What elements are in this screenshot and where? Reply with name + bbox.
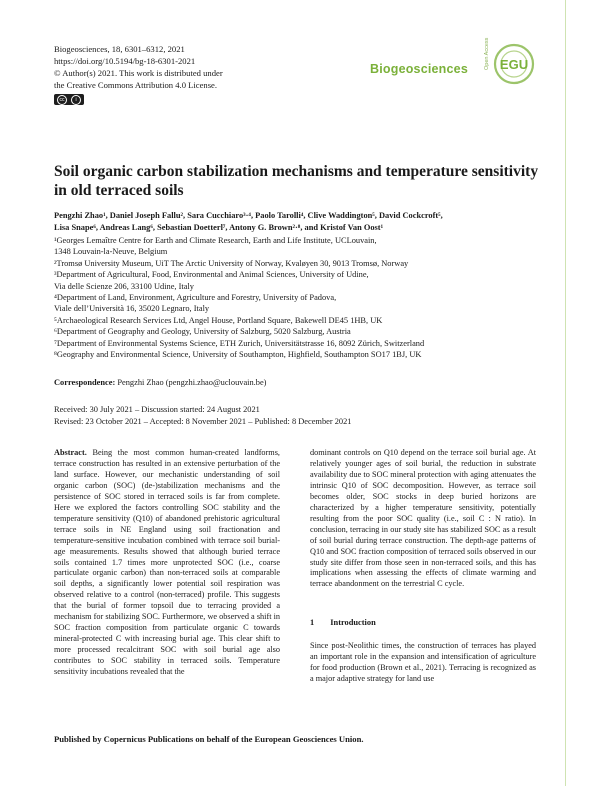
dates-line-1: Received: 30 July 2021 – Discussion started: 24 August 2021	[54, 405, 260, 414]
publication-dates	[54, 404, 351, 427]
doi-link[interactable]: https://doi.org/10.5194/bg-18-6301-2021	[54, 56, 196, 66]
cc-by-badge[interactable]	[54, 94, 84, 105]
abstract-column-1	[54, 448, 280, 678]
affiliation-line: Via delle Scienze 206, 33100 Udine, Italy	[54, 281, 194, 291]
correspondence-email[interactable]: Pengzhi Zhao (pengzhi.zhao@uclouvain.be)	[117, 378, 267, 387]
journal-brand[interactable]: Biogeosciences	[370, 62, 468, 76]
egu-logo-icon[interactable]	[492, 42, 540, 86]
abstract-text-2: dominant controls on Q10 depend on the terrace soil burial age. At relatively younger ages of soil burial, the reduction in substrate availability due to SOC mineral protection with aging attenuates the intrinsic Q10 of SOC decomposition. However, as terrace soil becomes older, SOC stocks in deep buried horizons are characterized by a higher temperature sensitivity, potentially resulting from the poor SOC quality (i.e., soil C : N ratio). In conclusion, terracing in our study site has stabilized SOC as a result of soil burial during terrace construction. The depth-age patterns of Q10 and SOC fraction composition of terraced soils observed in our study site differ from those seen in non-terraced soils, and this has implications when assessing the effects of climate warming and terrace abandonment on the terrestrial C cycle.	[310, 448, 536, 589]
by-icon: i	[71, 95, 81, 105]
citation-block	[54, 43, 314, 91]
paper-title: Soil organic carbon stabilization mechanisms and temperature sensitivity in old terraced soils	[54, 163, 539, 199]
affiliation-line: Viale dell’Università 16, 35020 Legnaro, Italy	[54, 304, 210, 314]
copyright-line: © Author(s) 2021. This work is distributed under	[54, 68, 223, 78]
section-heading	[310, 618, 376, 627]
author-list	[54, 210, 544, 233]
affiliation-line: 1348 Louvain-la-Neuve, Belgium	[54, 247, 168, 257]
affiliation-line: ²Tromsø University Museum, UiT The Arctic University of Norway, Kvaløyen 30, 9013 Tromsø, Norway	[54, 258, 409, 268]
authors-line-1: Pengzhi Zhao¹, Daniel Joseph Fallu², Sara Cucchiaro³·⁴, Paolo Tarolli⁴, Clive Waddington⁵, David Cockcroft⁵,	[54, 211, 443, 220]
correspondence-label: Correspondence:	[54, 378, 116, 387]
introduction-text: Since post-Neolithic times, the construction of terraces has played an important role in the expansion and intensification of agriculture for food production (Brown et al., 2021). Terracing is recognized as a major adaptive strategy for land use	[310, 641, 536, 683]
affiliation-line: ⁸Geography and Environmental Science, University of Southampton, Highfield, Southampton SO17 1BJ, UK	[54, 350, 422, 360]
section-title: Introduction	[330, 618, 376, 627]
affiliations	[54, 235, 544, 360]
journal-line: Biogeosciences, 18, 6301–6312, 2021	[54, 44, 185, 54]
authors-line-2: Lisa Snape⁶, Andreas Lang⁶, Sebastian Doetterl⁷, Antony G. Brown²·⁸, and Kristof Van Oost¹	[54, 222, 384, 232]
affiliation-line: ³Department of Agricultural, Food, Environmental and Animal Sciences, University of Udine,	[54, 270, 369, 280]
dates-line-2: Revised: 23 October 2021 – Accepted: 8 November 2021 – Published: 8 December 2021	[54, 416, 352, 426]
affiliation-line: ¹Georges Lemaître Centre for Earth and Climate Research, Earth and Life Institute, UCLouvain,	[54, 236, 377, 245]
section-number: 1	[310, 618, 315, 627]
egu-logo-text: EGU	[499, 57, 529, 72]
cc-icon: cc	[57, 95, 67, 105]
correspondence	[54, 378, 266, 387]
affiliation-line: ⁶Department of Geography and Geology, University of Salzburg, 5020 Salzburg, Austria	[54, 327, 351, 337]
abstract-column-2	[310, 448, 536, 590]
affiliation-line: ⁴Department of Land, Environment, Agriculture and Forestry, University of Padova,	[54, 293, 337, 303]
publisher-footer: Published by Copernicus Publications on behalf of the European Geosciences Union.	[54, 734, 364, 744]
abstract-label: Abstract.	[54, 448, 87, 457]
open-access-label: Open Access	[484, 37, 490, 70]
margin-line	[565, 0, 566, 786]
abstract-text-1: Being the most common human-created landforms, terrace construction has resulted in an extensive perturbation of the land surface. However, our mechanistic understanding of soil organic carbon (SOC) (de-)stabilization mechanisms and the persistence of SOC stored in terraced soils is far from complete. Here we explored the factors controlling SOC stability and the temperature sensitivity (Q10) of abandoned prehistoric agricultural terrace soils in NE England using soil fractionation and temperature-sensitive incubation combined with terrace soil burial-age measurements. Results showed that although buried terrace soils contained 1.7 times more unprotected SOC (i.e., coarse particulate organic carbon) than non-terraced soils at comparable soil depths, a significantly lower potential soil respiration was observed relative to a control (non-terraced) profile. This suggests that the burial of former topsoil due to terracing provided a mechanism for stabilizing SOC. Furthermore, we observed a shift in SOC fraction composition from particulate organic C towards mineral-protected C with increasing burial age. This clear shift to more processed recalcitrant SOC with soil burial age also contributes to SOC stability in terraced soils. Temperature sensitivity incubations revealed that the	[54, 448, 280, 677]
affiliation-line: ⁵Archaeological Research Services Ltd, Angel House, Portland Square, Bakewell DE45 1HB, UK	[54, 315, 383, 325]
license-line[interactable]: the Creative Commons Attribution 4.0 License.	[54, 80, 218, 90]
affiliation-line: ⁷Department of Environmental Systems Science, ETH Zurich, Universitätstrasse 16, 8092 Zürich, Switzerland	[54, 338, 425, 348]
